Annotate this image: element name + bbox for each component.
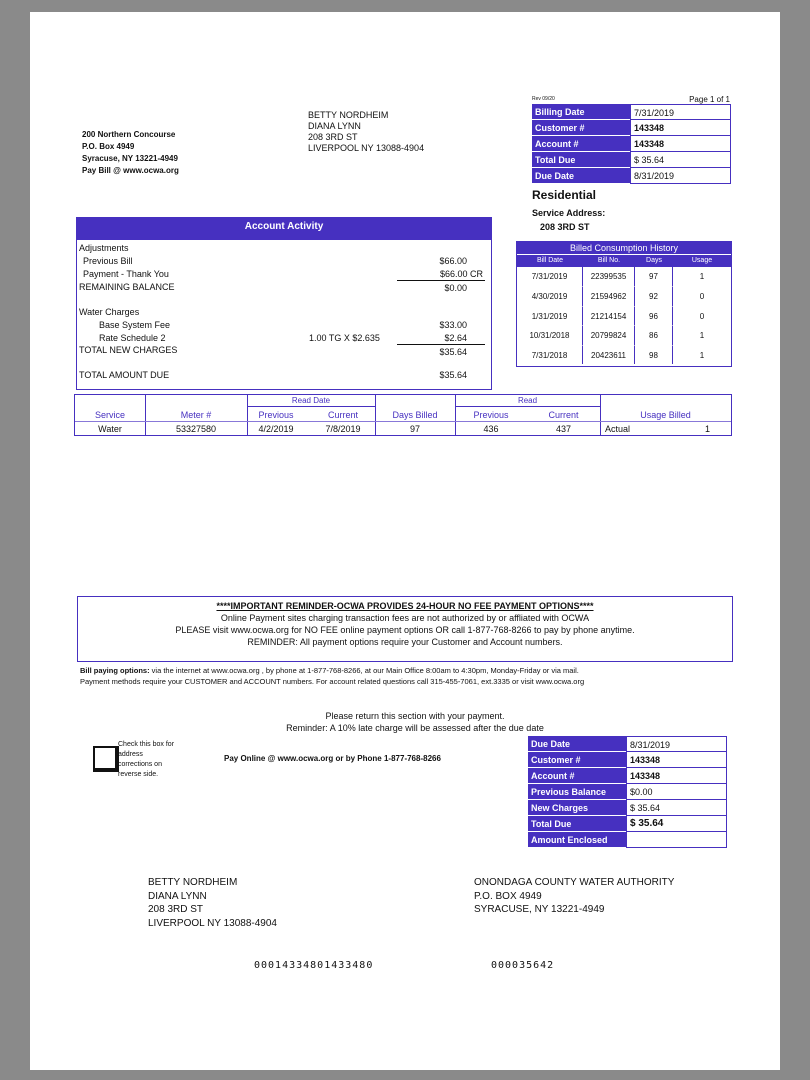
stub-value: 143348 xyxy=(626,768,727,784)
history-cell: 21594962 xyxy=(583,286,635,305)
bill-paying-line-1 xyxy=(80,665,760,676)
account-activity-box xyxy=(76,217,492,390)
read-date-group-label: Read Date xyxy=(291,396,331,405)
checkbox-label: Check this box for address corrections on reverse side. xyxy=(118,741,175,778)
payment-label: Payment - Thank You xyxy=(83,269,169,279)
history-row xyxy=(517,286,731,305)
stub-value: $0.00 xyxy=(626,784,727,800)
stub-value: $ 35.64 xyxy=(626,800,727,816)
stub-value: 143348 xyxy=(626,752,727,768)
scanline-account: 00014334801433480 xyxy=(254,960,374,971)
rate-calculation: 1.00 TG X $2.635 xyxy=(309,333,380,343)
consumption-history xyxy=(516,241,732,367)
previous-bill-label: Previous Bill xyxy=(83,256,133,266)
meter-cell: Water xyxy=(98,424,122,434)
summary-label: Customer # xyxy=(532,120,630,136)
summary-label: Billing Date xyxy=(532,104,630,120)
meter-header: Current xyxy=(548,410,579,420)
remit-from-line: LIVERPOOL NY 13088-4904 xyxy=(148,917,277,929)
service-address-label: Service Address: xyxy=(532,208,606,218)
history-header: Bill No. xyxy=(597,257,621,264)
meter-reading-table xyxy=(74,394,732,436)
sender-line: Pay Bill @ www.ocwa.org xyxy=(82,166,179,175)
summary-value: 143348 xyxy=(630,120,731,136)
stub-label: Amount Enclosed xyxy=(528,832,626,848)
stub-value: $ 35.64 xyxy=(626,816,727,832)
history-cell: 20799824 xyxy=(583,325,635,344)
sender-line: Syracuse, NY 13221-4949 xyxy=(82,154,178,163)
recipient-address xyxy=(308,110,424,154)
meter-header: Previous xyxy=(258,410,294,420)
history-header-row xyxy=(517,254,731,267)
adjustments-label: Adjustments xyxy=(79,243,129,253)
stub-label: Due Date xyxy=(528,736,626,752)
read-group-label: Read xyxy=(517,396,538,405)
stub-row xyxy=(528,832,727,848)
stub-label: Customer # xyxy=(528,752,626,768)
history-cell: 20423611 xyxy=(583,345,635,364)
history-cell: 4/30/2019 xyxy=(517,286,583,305)
summary-label: Account # xyxy=(532,136,630,152)
meter-header: Meter # xyxy=(180,410,212,420)
return-line: Please return this section with your payment. xyxy=(325,711,505,721)
bill-page xyxy=(30,12,780,1070)
history-cell: 86 xyxy=(635,325,673,344)
history-cell: 0 xyxy=(673,306,731,325)
total-new-charges-label: TOTAL NEW CHARGES xyxy=(79,345,178,355)
history-cell: 1/31/2019 xyxy=(517,306,583,325)
scanline-amount: 000035642 xyxy=(491,960,555,971)
stub-row xyxy=(528,768,727,784)
history-header: Usage xyxy=(691,257,713,264)
remaining-balance-label: REMAINING BALANCE xyxy=(79,282,175,292)
history-cell: 10/31/2018 xyxy=(517,325,583,344)
total-amount-due: $35.64 xyxy=(439,370,467,380)
history-cell: 7/31/2019 xyxy=(517,267,583,286)
reminder-line: Online Payment sites charging transaction fees are not authorized by or affliated with OCWA xyxy=(220,613,590,623)
return-line: Reminder: A 10% late charge will be assessed after the due date xyxy=(286,723,544,733)
summary-row xyxy=(532,136,731,152)
rev-label: Rev 09/20 xyxy=(532,96,555,102)
divider xyxy=(397,344,485,345)
meter-cell: 7/8/2019 xyxy=(325,424,361,434)
reminder-title: ****IMPORTANT REMINDER-OCWA PROVIDES 24-HOUR NO FEE PAYMENT OPTIONS**** xyxy=(216,601,594,611)
summary-row xyxy=(532,152,731,168)
remit-to-line: SYRACUSE, NY 13221-4949 xyxy=(474,904,605,915)
stub-row xyxy=(528,736,727,752)
recipient-line: 208 3RD ST xyxy=(308,132,358,142)
payment-amount: $66.00 CR xyxy=(439,269,483,279)
meter-cell: 97 xyxy=(409,424,420,434)
meter-cell: Actual xyxy=(605,424,631,434)
remaining-balance-amount: $0.00 xyxy=(444,283,467,293)
total-amount-due-label: TOTAL AMOUNT DUE xyxy=(79,370,170,380)
water-charges-label: Water Charges xyxy=(79,307,140,317)
meter-cell: 1 xyxy=(705,424,711,434)
page-number: Page 1 of 1 xyxy=(689,95,730,104)
stub-label: Previous Balance xyxy=(528,784,626,800)
history-cell: 96 xyxy=(635,306,673,325)
history-row xyxy=(517,325,731,344)
payment-reminder-box xyxy=(77,596,733,662)
history-rows xyxy=(517,267,731,364)
amount-enclosed-field[interactable] xyxy=(626,832,727,848)
summary-value: 7/31/2019 xyxy=(630,104,731,120)
summary-row xyxy=(532,120,731,136)
meter-cell: 53327580 xyxy=(175,424,217,434)
stub-row xyxy=(528,752,727,768)
stub-value: 8/31/2019 xyxy=(626,736,727,752)
meter-cell: 436 xyxy=(483,424,499,434)
bill-paying-text: via the internet at www.ocwa.org , by phone at 1-877-768-8266, at our Main Office 8:00am to 4:30pm, Monday-Friday or via mail. xyxy=(149,666,579,675)
sender-line: P.O. Box 4949 xyxy=(82,142,135,151)
history-cell: 98 xyxy=(635,345,673,364)
stub-label: New Charges xyxy=(528,800,626,816)
sender-address xyxy=(82,129,179,177)
remit-to-line: ONONDAGA COUNTY WATER AUTHORITY xyxy=(474,877,675,888)
stub-label: Total Due xyxy=(528,816,626,832)
history-cell: 92 xyxy=(635,286,673,305)
recipient-line: LIVERPOOL NY 13088-4904 xyxy=(308,143,425,153)
history-header: Bill Date xyxy=(536,257,564,264)
history-header: Days xyxy=(646,257,662,264)
summary-row xyxy=(532,168,731,184)
history-cell: 1 xyxy=(699,272,705,281)
base-fee-label: Base System Fee xyxy=(99,320,171,330)
stub-row xyxy=(528,800,727,816)
meter-header: Previous xyxy=(473,410,509,420)
remit-to-line: P.O. BOX 4949 xyxy=(474,890,542,902)
base-fee-amount: $33.00 xyxy=(439,320,467,330)
sender-line: 200 Northern Concourse xyxy=(82,130,176,139)
history-row xyxy=(517,267,731,286)
remit-to-address xyxy=(474,876,674,917)
summary-value: $ 35.64 xyxy=(630,152,731,168)
return-instructions xyxy=(240,710,590,734)
meter-header: Days Billed xyxy=(392,410,438,420)
history-cell: 1 xyxy=(673,345,731,364)
history-cell: 21214154 xyxy=(583,306,635,325)
stub-label: Account # xyxy=(528,768,626,784)
stub-row xyxy=(528,784,727,800)
bill-paying-label: Bill paying options: xyxy=(80,666,150,675)
recipient-line: DIANA LYNN xyxy=(308,121,361,131)
rate-amount: $2.64 xyxy=(444,333,467,343)
meter-header: Usage Billed xyxy=(640,410,691,420)
previous-bill-amount: $66.00 xyxy=(439,256,467,266)
remit-from-line: 208 3RD ST xyxy=(148,904,204,915)
summary-label: Due Date xyxy=(532,168,630,184)
remit-from-address xyxy=(148,876,277,930)
consumption-history-title: Billed Consumption History xyxy=(517,242,731,254)
history-cell: 7/31/2018 xyxy=(517,345,583,364)
history-cell: 0 xyxy=(673,286,731,305)
remit-from-line: DIANA LYNN xyxy=(148,890,207,902)
history-row xyxy=(517,306,731,325)
address-correction-checkbox[interactable] xyxy=(93,746,119,772)
history-row xyxy=(517,345,731,364)
total-new-charges-amount: $35.64 xyxy=(439,347,467,357)
summary-value: 8/31/2019 xyxy=(630,168,731,184)
summary-row xyxy=(532,104,731,120)
meter-header: Current xyxy=(327,410,358,420)
bill-paying-line-2: Payment methods require your CUSTOMER and ACCOUNT numbers. For account related questions call 315-455-7061, ext.3335 or visit www.ocwa.org xyxy=(80,677,585,686)
summary-value: 143348 xyxy=(630,136,731,152)
history-cell: 1 xyxy=(673,325,731,344)
divider xyxy=(397,280,485,281)
stub-row xyxy=(528,816,727,832)
meter-header: Service xyxy=(94,410,125,420)
pay-online-text: Pay Online @ www.ocwa.org or by Phone 1-877-768-8266 xyxy=(224,754,441,763)
rate-schedule-label: Rate Schedule 2 xyxy=(99,333,166,343)
meter-cell: 437 xyxy=(555,424,572,434)
service-address: 208 3RD ST xyxy=(540,222,590,232)
summary-label: Total Due xyxy=(532,152,630,168)
history-cell: 22399535 xyxy=(583,267,635,286)
service-type: Residential xyxy=(532,188,597,202)
bill-paying-options xyxy=(80,665,760,687)
remit-from-line: BETTY NORDHEIM xyxy=(148,877,238,888)
account-activity-title: Account Activity xyxy=(77,218,491,240)
recipient-line: BETTY NORDHEIM xyxy=(308,110,389,120)
reminder-line: REMINDER: All payment options require your Customer and Account numbers. xyxy=(247,637,563,647)
reminder-line: PLEASE visit www.ocwa.org for NO FEE online payment options OR call 1-877-768-8266 to pay by phone anytime. xyxy=(175,625,635,635)
meter-cell: 4/2/2019 xyxy=(258,424,294,434)
history-cell: 97 xyxy=(635,267,673,286)
